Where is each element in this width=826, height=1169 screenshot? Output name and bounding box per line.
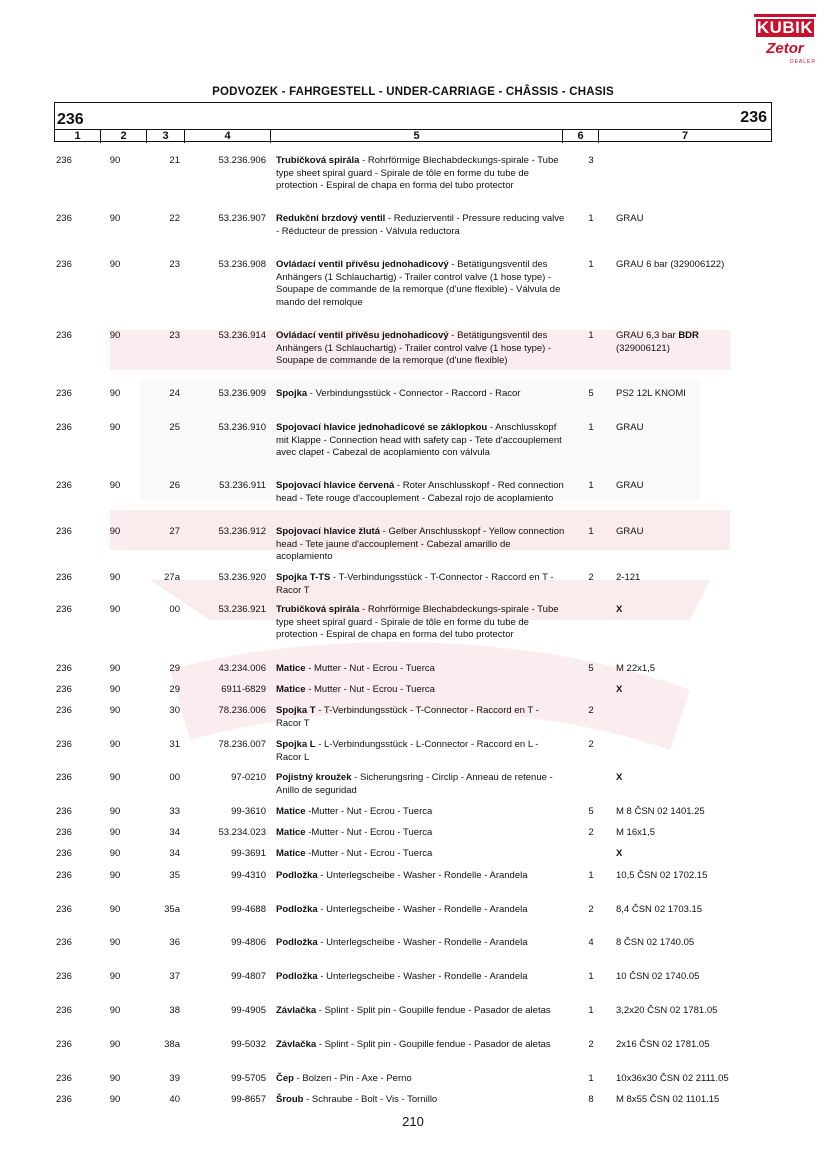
part-name: Spojka L: [276, 739, 316, 750]
part-description: - T-Verbindungsstück - T-Connector - Raccord en T - Racor T: [276, 572, 554, 596]
subgroup-cell: 90: [109, 684, 121, 695]
position-cell: 26: [169, 480, 180, 491]
part-description: - Reduzierventil - Pressure reducing valve - Réducteur de pression - Válvula reductora: [276, 213, 565, 237]
column-header: 7: [681, 130, 689, 142]
group-cell: 236: [56, 937, 72, 948]
part-description: - Unterlegscheibe - Washer - Rondelle - Arandela: [317, 904, 528, 915]
group-cell: 236: [56, 388, 72, 399]
part-description: - Betätigungsventil des Anhängers (1 Schlauchartig) - Trailer control valve (1 hose type) - Soupape de commande de la remorque (d'une flexible) - Válvula de mando del remolque: [276, 259, 561, 308]
quantity-cell: 1: [588, 870, 594, 881]
description-cell: [276, 904, 566, 917]
note-cell: [616, 422, 766, 435]
description-cell: [276, 526, 566, 564]
quantity-cell: 1: [588, 480, 594, 491]
note-cell: [616, 1073, 766, 1086]
note-text: 2x16 ČSN 02 1781.05: [616, 1039, 710, 1050]
quantity-cell: 2: [588, 572, 594, 583]
note-bold: X: [616, 772, 623, 783]
note-text: GRAU 6,3 bar: [616, 330, 679, 341]
position-cell: 00: [169, 772, 180, 783]
part-number-cell: 99-4807: [231, 971, 266, 982]
part-number-cell: 78.236.007: [218, 739, 266, 750]
part-name: Spojovací hlavice jednohadicové se záklopkou: [276, 422, 488, 433]
note-text: 10x36x30 ČSN 02 2111.05: [616, 1073, 729, 1084]
part-name: Matice: [276, 663, 306, 674]
part-name: Šroub: [276, 1094, 304, 1105]
note-text: PS2 12L KNOMI: [616, 388, 686, 399]
quantity-cell: 1: [588, 526, 594, 537]
column-header: 6: [563, 130, 599, 143]
part-description: - Roter Anschlusskopf - Red connection head - Tete rouge d'accouplement - Cabezal rojo de acoplamiento: [276, 480, 564, 504]
subgroup-cell: 90: [109, 422, 121, 433]
part-description: - Rohrförmige Blechabdeckungs-spirale - Tube type sheet spiral guard - Spirale de tôle en forme du tube de protection - Espiral de chapa en forma del tubo protector: [276, 155, 559, 191]
part-name: Spojovací hlavice žlutá: [276, 526, 381, 537]
subgroup-cell: 90: [109, 937, 121, 948]
part-name: Spojovací hlavice červená: [276, 480, 395, 491]
description-cell: [276, 870, 566, 883]
position-cell: 37: [169, 971, 180, 982]
part-number-cell: 53.236.906: [218, 155, 266, 166]
note-text: 2-121: [616, 572, 641, 583]
description-cell: [276, 480, 566, 505]
note-text: GRAU: [616, 422, 644, 433]
quantity-cell: 4: [588, 937, 594, 948]
part-name: Ovládací ventil přívěsu jednohadicový: [276, 259, 449, 270]
description-cell: [276, 388, 566, 401]
note-text: GRAU 6 bar (329006122): [616, 259, 725, 270]
description-cell: [276, 848, 566, 861]
part-description: -Mutter - Nut - Ecrou - Tuerca: [305, 827, 433, 838]
part-number-cell: 43.234.006: [218, 663, 266, 674]
note-cell: [616, 480, 766, 493]
part-name: Redukční brzdový ventil: [276, 213, 386, 224]
subgroup-cell: 90: [109, 848, 121, 859]
position-cell: 29: [169, 663, 180, 674]
part-description: - T-Verbindungsstück - T-Connector - Raccord en T - Racor T: [276, 705, 539, 729]
description-cell: [276, 572, 566, 597]
part-description: - Unterlegscheibe - Washer - Rondelle - Arandela: [317, 937, 528, 948]
subgroup-cell: 90: [109, 526, 121, 537]
column-header: 3: [147, 130, 185, 143]
description-cell: [276, 1073, 566, 1086]
part-description: - Anschlusskopf mit Klappe - Connection head with safety cap - Tete d'accouplement avec clapet - Cabezal de acoplamiento con válvula: [276, 422, 562, 458]
group-cell: 236: [56, 330, 72, 341]
group-cell: 236: [56, 572, 72, 583]
subgroup-cell: 90: [109, 904, 121, 915]
group-cell: 236: [56, 422, 72, 433]
position-cell: 23: [169, 259, 180, 270]
subgroup-cell: 90: [109, 739, 121, 750]
note-cell: [616, 259, 766, 272]
logo-bottom-text: Zetor: [766, 40, 804, 57]
note-text: 10,5 ČSN 02 1702.15: [616, 870, 708, 881]
description-cell: [276, 1039, 566, 1052]
description-cell: [276, 155, 566, 193]
note-cell: [616, 213, 766, 226]
subgroup-cell: 90: [109, 388, 121, 399]
position-cell: 27a: [164, 572, 180, 583]
position-cell: 25: [169, 422, 180, 433]
position-cell: 34: [169, 848, 180, 859]
part-description: -Mutter - Nut - Ecrou - Tuerca: [305, 806, 433, 817]
note-cell: [616, 827, 766, 840]
subgroup-cell: 90: [109, 971, 121, 982]
group-cell: 236: [56, 1039, 72, 1050]
note-cell: [616, 772, 766, 785]
position-cell: 38: [169, 1005, 180, 1016]
subgroup-cell: 90: [109, 827, 121, 838]
subgroup-cell: 90: [109, 663, 121, 674]
part-name: Spojka T-TS: [276, 572, 331, 583]
group-cell: 236: [56, 739, 72, 750]
group-cell: 236: [56, 870, 72, 881]
description-cell: [276, 604, 566, 642]
subgroup-cell: 90: [109, 572, 121, 583]
note-text: M 8x55 ČSN 02 1101.15: [616, 1094, 720, 1105]
part-name: Podložka: [276, 904, 318, 915]
part-number-cell: 53.236.910: [218, 422, 266, 433]
note-cell: [616, 1005, 766, 1018]
subgroup-cell: 90: [109, 330, 121, 341]
group-cell: 236: [56, 663, 72, 674]
position-cell: 35a: [164, 904, 180, 915]
part-number-cell: 99-8657: [231, 1094, 266, 1105]
note-cell: [616, 971, 766, 984]
part-number-cell: 53.236.911: [219, 480, 266, 491]
subgroup-cell: 90: [109, 705, 121, 716]
part-description: - Splint - Split pin - Goupille fendue - Pasador de aletas: [316, 1039, 551, 1050]
note-text-secondary: (329006121): [616, 342, 670, 354]
description-cell: [276, 330, 566, 368]
part-number-cell: 78.236.006: [218, 705, 266, 716]
group-cell: 236: [56, 772, 72, 783]
position-cell: 24: [169, 388, 180, 399]
description-cell: [276, 422, 566, 460]
position-cell: 00: [169, 604, 180, 615]
note-bold: X: [616, 604, 623, 615]
document-title: PODVOZEK - FAHRGESTELL - UNDER-CARRIAGE - CHÂSSIS - CHASIS: [212, 86, 614, 98]
note-text: 3,2x20 ČSN 02 1781.05: [616, 1005, 718, 1016]
quantity-cell: 2: [588, 705, 594, 716]
note-text: 8 ČSN 02 1740.05: [616, 937, 695, 948]
description-cell: [276, 705, 566, 730]
part-description: - Sicherungsring - Circlip - Anneau de retenue - Anillo de seguridad: [276, 772, 553, 796]
note-cell: [616, 904, 766, 917]
description-cell: [276, 971, 566, 984]
part-number-cell: 53.236.914: [218, 330, 266, 341]
note-text: GRAU: [616, 213, 644, 224]
position-cell: 38a: [164, 1039, 180, 1050]
subgroup-cell: 90: [109, 772, 121, 783]
quantity-cell: 2: [588, 739, 594, 750]
subgroup-cell: 90: [109, 1073, 121, 1084]
part-description: - Betätigungsventil des Anhängers (1 Schlauchartig) - Trailer control valve (1 hose type) - Soupape de commande de la remorque (d'une flexible): [276, 330, 552, 366]
note-text: M 22x1,5: [616, 663, 656, 674]
group-cell: 236: [56, 827, 72, 838]
note-text: M 16x1,5: [616, 827, 656, 838]
position-cell: 31: [169, 739, 180, 750]
group-cell: 236: [56, 971, 72, 982]
description-cell: [276, 663, 566, 676]
note-cell: [616, 870, 766, 883]
group-number-right: 236: [740, 109, 767, 126]
group-cell: 236: [56, 806, 72, 817]
part-number-cell: 99-4688: [231, 904, 266, 915]
group-number-left: 236: [57, 111, 84, 128]
note-text: GRAU: [616, 480, 644, 491]
quantity-cell: 2: [588, 1039, 594, 1050]
part-description: - L-Verbindungsstück - L-Connector - Raccord en L - Racor L: [276, 739, 539, 763]
part-number-cell: 99-4905: [231, 1005, 266, 1016]
note-text: 10 ČSN 02 1740.05: [616, 971, 700, 982]
quantity-cell: 1: [588, 330, 594, 341]
quantity-cell: 1: [588, 259, 594, 270]
group-cell: 236: [56, 526, 72, 537]
part-name: Trubičková spirála: [276, 155, 360, 166]
quantity-cell: 2: [588, 904, 594, 915]
position-cell: 27: [169, 526, 180, 537]
note-text: 8,4 ČSN 02 1703.15: [616, 904, 703, 915]
description-cell: [276, 213, 566, 238]
description-cell: [276, 739, 566, 764]
position-cell: 33: [169, 806, 180, 817]
quantity-cell: 8: [588, 1094, 594, 1105]
part-description: - Splint - Split pin - Goupille fendue - Pasador de aletas: [316, 1005, 551, 1016]
column-header: 1: [55, 130, 101, 143]
part-number-cell: 99-5032: [231, 1039, 266, 1050]
note-cell: [616, 604, 766, 617]
group-cell: 236: [56, 604, 72, 615]
note-cell: [616, 684, 766, 697]
group-cell: 236: [56, 848, 72, 859]
column-header: 2: [101, 130, 147, 143]
part-number-cell: 53.236.909: [218, 388, 266, 399]
part-number-cell: 53.236.921: [218, 604, 266, 615]
position-cell: 30: [169, 705, 180, 716]
part-name: Závlačka: [276, 1005, 317, 1016]
description-cell: [276, 806, 566, 819]
position-cell: 22: [169, 213, 180, 224]
quantity-cell: 5: [588, 388, 594, 399]
part-name: Čep: [276, 1073, 294, 1084]
note-cell: [616, 1094, 766, 1107]
part-number-cell: 99-3691: [231, 848, 266, 859]
part-description: - Verbindungsstück - Connector - Raccord - Racor: [307, 388, 521, 399]
group-cell: 236: [56, 213, 72, 224]
description-cell: [276, 937, 566, 950]
part-number-cell: 99-5705: [231, 1073, 266, 1084]
group-cell: 236: [56, 1073, 72, 1084]
part-description: - Bolzen - Pin - Axe - Perno: [293, 1073, 412, 1084]
quantity-cell: 5: [588, 806, 594, 817]
group-cell: 236: [56, 1005, 72, 1016]
part-number-cell: 6911-6829: [221, 684, 266, 695]
note-cell: [616, 388, 766, 401]
quantity-cell: 3: [588, 155, 594, 166]
subgroup-cell: 90: [109, 806, 121, 817]
part-name: Matice: [276, 827, 306, 838]
subgroup-cell: 90: [109, 604, 121, 615]
part-name: Závlačka: [276, 1039, 317, 1050]
quantity-cell: 2: [588, 827, 594, 838]
part-name: Spojka: [276, 388, 308, 399]
note-cell: [616, 526, 766, 539]
description-cell: [276, 684, 566, 697]
part-name: Podložka: [276, 971, 318, 982]
part-number-cell: 99-4310: [231, 870, 266, 881]
position-cell: 35: [169, 870, 180, 881]
part-name: Ovládací ventil přívěsu jednohadicový: [276, 330, 449, 341]
quantity-cell: 1: [588, 213, 594, 224]
position-cell: 21: [169, 155, 180, 166]
part-name: Trubičková spirála: [276, 604, 360, 615]
note-cell: [616, 937, 766, 950]
subgroup-cell: 90: [109, 480, 121, 491]
description-cell: [276, 1094, 566, 1107]
group-cell: 236: [56, 904, 72, 915]
position-cell: 29: [169, 684, 180, 695]
description-cell: [276, 772, 566, 797]
position-cell: 36: [169, 937, 180, 948]
note-bold: BDR: [678, 330, 699, 341]
group-cell: 236: [56, 480, 72, 491]
note-cell: [616, 848, 766, 861]
part-name: Podložka: [276, 870, 318, 881]
group-cell: 236: [56, 705, 72, 716]
description-cell: [276, 1005, 566, 1018]
part-name: Spojka T: [276, 705, 316, 716]
part-description: - Unterlegscheibe - Washer - Rondelle - Arandela: [317, 971, 528, 982]
note-cell: [616, 663, 766, 676]
note-bold: X: [616, 684, 623, 695]
subgroup-cell: 90: [109, 155, 121, 166]
part-number-cell: 99-4806: [231, 937, 266, 948]
position-cell: 39: [169, 1073, 180, 1084]
part-name: Matice: [276, 848, 306, 859]
subgroup-cell: 90: [109, 213, 121, 224]
part-description: - Gelber Anschlusskopf - Yellow connection head - Tete jaune d'accouplement - Cabezal amarillo de acoplamiento: [276, 526, 565, 562]
part-name: Pojistný kroužek: [276, 772, 352, 783]
note-cell: [616, 572, 766, 585]
column-header: 5: [271, 130, 563, 143]
quantity-cell: 1: [588, 422, 594, 433]
part-name: Matice: [276, 806, 306, 817]
group-cell: 236: [56, 1094, 72, 1105]
part-description: -Mutter - Nut - Ecrou - Tuerca: [305, 848, 433, 859]
column-header: 4: [185, 130, 271, 143]
quantity-cell: 1: [588, 1005, 594, 1016]
group-cell: 236: [56, 155, 72, 166]
part-number-cell: 53.236.912: [218, 526, 266, 537]
note-text: M 8 ČSN 02 1401.25: [616, 806, 705, 817]
note-text: GRAU: [616, 526, 644, 537]
quantity-cell: 1: [588, 971, 594, 982]
part-description: - Mutter - Nut - Ecrou - Tuerca: [305, 684, 435, 695]
page-number: 210: [402, 1114, 424, 1129]
description-cell: [276, 259, 566, 309]
part-description: - Unterlegscheibe - Washer - Rondelle - Arandela: [317, 870, 528, 881]
part-number-cell: 53.236.920: [218, 572, 266, 583]
quantity-cell: 1: [588, 1073, 594, 1084]
logo-top-text: KUBIK: [754, 14, 816, 39]
note-bold: X: [616, 848, 623, 859]
part-name: Matice: [276, 684, 306, 695]
subgroup-cell: 90: [109, 1039, 121, 1050]
subgroup-cell: 90: [109, 870, 121, 881]
description-cell: [276, 827, 566, 840]
part-description: - Mutter - Nut - Ecrou - Tuerca: [305, 663, 435, 674]
part-name: Podložka: [276, 937, 318, 948]
part-number-cell: 53.236.907: [218, 213, 266, 224]
position-cell: 34: [169, 827, 180, 838]
group-cell: 236: [56, 259, 72, 270]
position-cell: 40: [169, 1094, 180, 1105]
quantity-cell: 5: [588, 663, 594, 674]
part-number-cell: 97-0210: [231, 772, 266, 783]
note-cell: [616, 1039, 766, 1052]
part-description: - Rohrförmige Blechabdeckungs-spirale - Tube type sheet spiral guard - Spirale de tôle en forme du tube de protection - Espiral de chapa en forma del tubo protector: [276, 604, 559, 640]
part-number-cell: 99-3610: [231, 806, 266, 817]
subgroup-cell: 90: [109, 1005, 121, 1016]
logo-sub-text: DEALER: [789, 59, 816, 65]
part-number-cell: 53.236.908: [218, 259, 266, 270]
subgroup-cell: 90: [109, 1094, 121, 1105]
position-cell: 23: [169, 330, 180, 341]
part-description: - Schraube - Bolt - Vis - Tornillo: [303, 1094, 438, 1105]
group-cell: 236: [56, 684, 72, 695]
note-cell: [616, 330, 766, 355]
subgroup-cell: 90: [109, 259, 121, 270]
note-cell: [616, 806, 766, 819]
part-number-cell: 53.234.023: [218, 827, 266, 838]
